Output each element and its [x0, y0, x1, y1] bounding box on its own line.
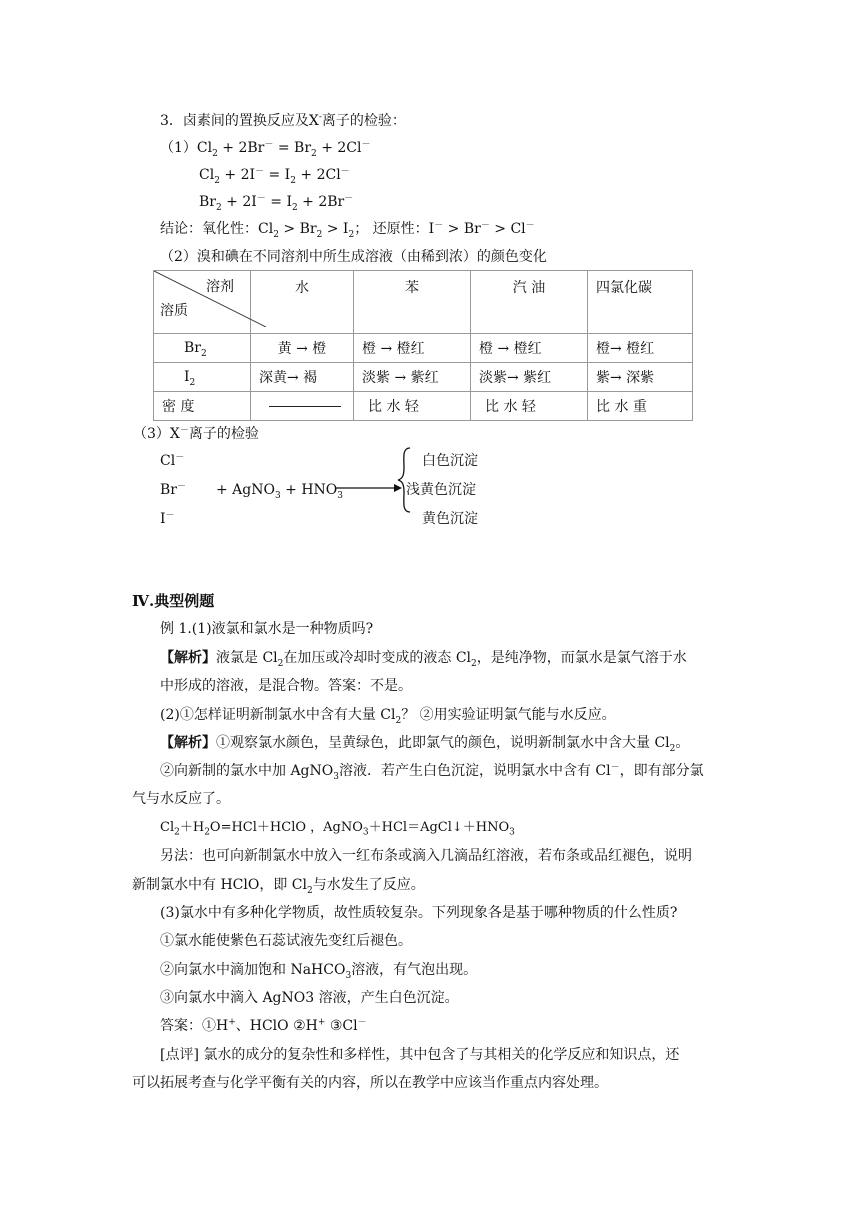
alt-method-line1: 另法：也可向新制氯水中放入一红布条或滴入几滴品红溶液，若布条或品红褪色，说明 — [160, 848, 692, 864]
result-yellow: 黄色沉淀 — [422, 511, 478, 527]
alt-method-line2: 新制氯水中有 HClO，即 $Cl_2$与水发生了反应。 — [132, 877, 425, 896]
cell: 深黄→ 褐 — [251, 363, 354, 392]
col-benzene: 苯 — [354, 271, 471, 334]
answer-1-line2: 中形成的溶液，是混合物。答案：不是。 — [160, 678, 412, 694]
reagent: + AgNO$_3$ + $HNO_3$ — [216, 482, 344, 501]
question-3: (3)氯水中有多种化学物质，故性质较复杂。下列现象各是基于哪种物质的什么性质? — [160, 905, 678, 921]
cell: 黄 → 橙 — [251, 334, 354, 363]
cell: 淡紫 → 紫红 — [354, 363, 471, 392]
answer-1-line1: 【解析】液氯是 $Cl_2$在加压或冷却时变成的液态 $Cl_2$，是纯净物，而氯水是氯气溶于水 — [160, 650, 687, 669]
table-row — [154, 392, 693, 421]
result-light-yellow: 浅黄色沉淀 — [406, 482, 476, 498]
conclusion: 结论：氧化性：$Cl_2 > Br_2 > I_2$； 还原性：I－ > Br－ > Cl－ — [160, 220, 535, 240]
cell: 橙→ 橙红 — [588, 334, 693, 363]
ion-cl: Cl－ — [160, 452, 185, 469]
row-density-label: 密 度 — [154, 392, 251, 421]
row-br2-label: $Br_2$ — [154, 334, 251, 363]
section3-title: 3．卤素间的置换反应及X-离子的检验： — [160, 112, 406, 129]
answer-2-line2: ②向新制的氯水中加 AgNO$_3$溶液．若产生白色沉淀，说明氯水中含有 Cl－，即有部分氯 — [160, 762, 704, 782]
solution-color-table — [153, 270, 693, 421]
arrow-icon — [336, 481, 402, 495]
answer-3: 答案：①H+、HClO ②H+ ③Cl－ — [160, 1017, 367, 1034]
cell: 比 水 轻 — [471, 392, 588, 421]
cell: 橙 → 橙红 — [471, 334, 588, 363]
header-solvent: 溶剂 — [206, 279, 234, 295]
answer-2-line3: 气与水反应了。 — [132, 791, 230, 807]
part3-title: （3）X－离子的检验 — [133, 425, 259, 442]
ion-i: I－ — [160, 510, 175, 527]
reaction-1: $(1)Cl_2 + 2Br^- = Br_2 + 2Cl^-$ — [160, 139, 371, 159]
section4-heading: Ⅳ.典型例题 — [132, 592, 215, 610]
cell: 橙 → 橙红 — [354, 334, 471, 363]
q3-item-2: ②向氯水中滴加饱和 NaHCO$_3$溶液，有气泡出现。 — [160, 962, 478, 981]
table-row — [154, 334, 693, 363]
cell: 淡紫→ 紫红 — [471, 363, 588, 392]
dash-line — [269, 406, 341, 407]
q3-item-3: ③向氯水中滴入 AgNO3 溶液，产生白色沉淀。 — [160, 990, 459, 1006]
result-white: 白色沉淀 — [422, 453, 478, 469]
table-corner-cell — [154, 271, 251, 334]
col-water: 水 — [251, 271, 354, 334]
part2-title: （2）溴和碘在不同溶剂中所生成溶液（由稀到浓）的颜色变化 — [160, 249, 547, 265]
question-2: (2)①怎样证明新制氯水中含有大量 $Cl_2$？ ②用实验证明氯气能与水反应。 — [160, 707, 616, 726]
reaction-2: $Cl_2 + 2I^- = I_2 + 2Cl^-$ — [199, 166, 350, 186]
review-line2: 可以拓展考查与化学平衡有关的内容，所以在教学中应该当作重点内容处理。 — [132, 1075, 608, 1091]
equation-line: $Cl_2+H_2O=HCl+HClO$ ，$AgNO_3+HCl=AgCl↓+HNO_3$ — [160, 820, 515, 838]
answer-2-line1: 【解析】①观察氯水颜色，呈黄绿色，此即氯气的颜色，说明新制氯水中含大量 $Cl_2$。 — [160, 735, 690, 754]
cell: 比 水 轻 — [354, 392, 471, 421]
ion-br: Br－ — [160, 481, 186, 498]
cell: 比 水 重 — [588, 392, 693, 421]
header-solute: 溶质 — [160, 303, 188, 319]
col-gasoline: 汽 油 — [471, 271, 588, 334]
row-i2-label: $I_2$ — [154, 363, 251, 392]
review-line1: [点评] 氯水的成分的复杂性和多样性，其中包含了与其相关的化学反应和知识点，还 — [160, 1047, 680, 1063]
question-1: 例 1.(1)液氯和氯水是一种物质吗? — [160, 621, 374, 637]
reaction-3: $Br_2 + 2I^- = I_2 + 2Br^-$ — [199, 193, 354, 213]
cell: 紫→ 深紫 — [588, 363, 693, 392]
table-row — [154, 363, 693, 392]
col-ccl4: 四氯化碳 — [588, 271, 693, 334]
q3-item-1: ①氯水能使紫色石蕊试液先变红后褪色。 — [160, 933, 412, 949]
cell-dash — [251, 392, 354, 421]
table-header-row — [154, 271, 693, 334]
